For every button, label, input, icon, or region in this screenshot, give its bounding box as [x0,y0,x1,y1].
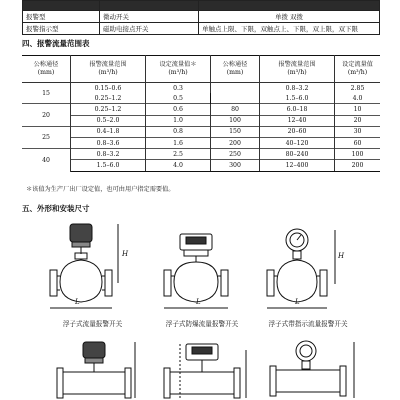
mode-cell: 单触点上限、下限，双触点上、下限，双上限，双下限 [199,23,380,35]
range-cell: 1.5–6.0 [71,160,146,171]
range-cell: 40–120 [260,137,335,148]
section-title: 四、报警流量范围表 [22,39,90,48]
set-cell: 2.5 [146,149,211,160]
drawing-caption: 浮子式带指示流量报警开关 [268,320,348,328]
type-cell: 报警型 [23,11,100,23]
type-cell: 报警指示型 [23,23,100,35]
set-cell: 10 [335,104,381,115]
table-row [22,93,380,104]
range-cell: 0.8–3.2 [260,83,335,94]
table-row [23,23,380,35]
drawing-caption: 浮子式防爆流量报警开关 [165,320,239,328]
table-row [22,115,380,126]
dn-cell: 25 [22,126,71,148]
float-switch-drawing [48,222,128,312]
height-label: H [338,252,345,260]
range-cell: 0.5–2.0 [71,115,146,126]
length-label: L [196,298,201,306]
length-label: L [295,298,300,306]
set-cell: 4.0 [335,93,381,104]
switch-type-table [22,0,380,35]
column-header [211,56,260,83]
set-cell: 200 [335,160,381,171]
header-text: 公称通径 (mm) [33,61,59,76]
table-row [23,1,380,11]
table-row [22,149,380,160]
header-text: 设定流量值 (m³/h) [342,61,373,76]
dn-cell: 250 [211,149,260,160]
dn-cell: 300 [211,160,260,171]
column-header [71,56,146,83]
header-text: 设定流量值＊ (m³/h) [159,61,197,76]
flow-range-table [22,55,380,172]
horizontal-float-switch-drawing [55,340,145,400]
range-cell: 0.8–3.2 [71,149,146,160]
dn-cell: 15 [22,83,71,104]
table-row [22,126,380,137]
set-cell: 0.6 [146,104,211,115]
drawing-caption: 浮子式流量报警开关 [62,320,123,328]
table-row [22,83,380,94]
table-row [23,11,380,23]
footnote: ＊该值为生产厂出厂设定值，也可由用户指定需要值。 [26,186,175,193]
range-cell: 0.25–1.2 [71,104,146,115]
range-cell: 0.15–0.6 [71,83,146,94]
length-label: L [75,298,80,306]
column-header [335,56,381,83]
indicator-switch-drawing [265,228,345,312]
range-cell: 0.4–1.8 [71,126,146,137]
set-cell: 0.8 [146,126,211,137]
dn-cell: 80 [211,104,260,115]
column-header [146,56,211,83]
switch-cell: 磁助电接点开关 [100,23,199,35]
height-label: H [122,250,129,258]
dn-cell: 40 [22,149,71,171]
section-title: 五、外形和安装尺寸 [22,204,90,213]
table-row [22,137,380,148]
switch-cell: 微动开关 [100,11,199,23]
horizontal-explosion-proof-drawing [162,342,262,400]
range-cell: 0.25–1.2 [71,93,146,104]
column-header [260,56,335,83]
dn-cell: 100 [211,115,260,126]
column-header [22,56,71,83]
set-cell: 30 [335,126,381,137]
range-cell: 12–400 [260,160,335,171]
mode-cell: 单拨 双拨 [199,11,380,23]
range-cell: 80–240 [260,149,335,160]
set-cell: 0.3 [146,83,211,94]
range-cell: 1.5–6.0 [260,93,335,104]
set-cell: 1.0 [146,115,211,126]
set-cell: 0.5 [146,93,211,104]
table-row [22,104,380,115]
table-header-row [22,56,380,83]
range-cell: 12–40 [260,115,335,126]
set-cell: 1.6 [146,137,211,148]
table-row [22,160,380,171]
range-cell: 20–60 [260,126,335,137]
set-cell: 4.0 [146,160,211,171]
set-cell: 100 [335,149,381,160]
header-text: 公称通径 (mm) [222,61,248,76]
dn-cell: 150 [211,126,260,137]
dn-cell: 200 [211,137,260,148]
set-cell: 20 [335,115,381,126]
set-cell: 60 [335,137,381,148]
header-text: 报警流量范围 (m³/h) [278,61,316,76]
range-cell: 6.0–18 [260,104,335,115]
set-cell: 2.85 [335,83,381,94]
dn-cell [211,83,260,104]
range-cell: 0.8–3.6 [71,137,146,148]
horizontal-indicator-switch-drawing [268,340,363,400]
dn-cell: 20 [22,104,71,126]
header-text: 报警流量范围 (m³/h) [89,61,127,76]
